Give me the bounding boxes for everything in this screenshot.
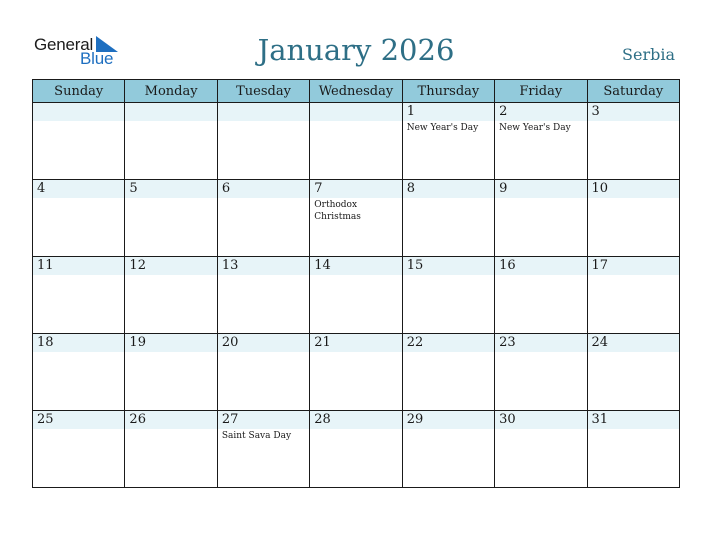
day-number: 28 — [310, 411, 401, 429]
holiday-label — [310, 429, 394, 430]
day-number: 22 — [403, 334, 494, 352]
weekday-header: Tuesday — [217, 80, 309, 103]
holiday-label — [588, 352, 672, 353]
day-number: 26 — [125, 411, 216, 429]
holiday-label: New Year's Day — [406, 123, 479, 133]
day-number: 1 — [403, 103, 494, 121]
week-row — [33, 257, 680, 334]
day-number: 11 — [33, 257, 124, 275]
day-cell — [125, 411, 217, 488]
holiday-label — [125, 275, 209, 276]
day-cell — [125, 257, 217, 334]
holiday-label — [403, 429, 487, 430]
day-cell — [495, 180, 587, 257]
day-cell — [587, 103, 679, 180]
day-cell — [402, 334, 494, 411]
day-cell — [217, 180, 309, 257]
holiday-label — [495, 198, 579, 199]
day-number: 19 — [125, 334, 216, 352]
day-cell — [310, 257, 402, 334]
month-calendar-grid — [32, 79, 680, 488]
day-number: 2 — [495, 103, 586, 121]
day-number: 21 — [310, 334, 401, 352]
holiday-label — [403, 275, 487, 276]
holiday-label: New Year's Day — [499, 123, 571, 133]
holiday-label: Orthodox Christmas — [314, 200, 361, 222]
day-number: 23 — [495, 334, 586, 352]
holiday-label — [495, 275, 579, 276]
week-row — [33, 103, 680, 180]
holiday-label — [310, 352, 394, 353]
calendar-title: January 2026 — [257, 33, 455, 67]
holiday-label — [218, 352, 302, 353]
holiday-label — [33, 121, 117, 122]
holiday-label — [125, 352, 209, 353]
country-label: Serbia — [622, 45, 675, 64]
day-number: 25 — [33, 411, 124, 429]
day-number: 24 — [588, 334, 679, 352]
day-cell — [125, 334, 217, 411]
holiday-label — [33, 352, 117, 353]
day-cell — [33, 334, 125, 411]
holiday-label — [588, 275, 672, 276]
week-row — [33, 334, 680, 411]
day-number — [125, 103, 216, 121]
day-cell — [33, 103, 125, 180]
day-number: 14 — [310, 257, 401, 275]
day-cell — [33, 180, 125, 257]
weekday-header: Wednesday — [310, 80, 402, 103]
day-cell — [402, 180, 494, 257]
day-number — [218, 103, 309, 121]
day-number: 4 — [33, 180, 124, 198]
day-cell — [587, 180, 679, 257]
weekday-header: Sunday — [33, 80, 125, 103]
holiday-label — [403, 352, 487, 353]
day-cell — [33, 257, 125, 334]
day-cell — [495, 334, 587, 411]
day-cell — [402, 257, 494, 334]
day-number: 30 — [495, 411, 586, 429]
day-number: 5 — [125, 180, 216, 198]
day-number: 29 — [403, 411, 494, 429]
holiday-label: Saint Sava Day — [221, 431, 292, 441]
day-cell — [402, 411, 494, 488]
holiday-label — [588, 198, 672, 199]
day-cell — [125, 180, 217, 257]
day-cell — [587, 411, 679, 488]
weekday-header: Saturday — [587, 80, 679, 103]
holiday-label — [310, 275, 394, 276]
day-number — [33, 103, 124, 121]
day-cell — [495, 103, 587, 180]
day-number: 20 — [218, 334, 309, 352]
day-cell — [310, 103, 402, 180]
holiday-label — [218, 275, 302, 276]
day-number: 3 — [588, 103, 679, 121]
day-number — [310, 103, 401, 121]
holiday-label — [588, 121, 672, 122]
day-number: 13 — [218, 257, 309, 275]
day-cell — [125, 103, 217, 180]
day-number: 9 — [495, 180, 586, 198]
day-cell — [217, 257, 309, 334]
day-number: 18 — [33, 334, 124, 352]
day-number: 6 — [218, 180, 309, 198]
day-number: 27 — [218, 411, 309, 429]
holiday-label — [310, 121, 394, 122]
day-cell — [495, 411, 587, 488]
holiday-label — [33, 198, 117, 199]
logo-text-blue: Blue — [80, 49, 114, 68]
holiday-label — [33, 429, 117, 430]
day-number: 7 — [310, 180, 401, 198]
holiday-label — [403, 198, 487, 199]
holiday-label — [125, 429, 209, 430]
week-row — [33, 411, 680, 488]
holiday-label — [125, 121, 209, 122]
holiday-label — [125, 198, 209, 199]
day-number: 10 — [588, 180, 679, 198]
day-cell — [33, 411, 125, 488]
day-number: 31 — [588, 411, 679, 429]
day-cell — [495, 257, 587, 334]
day-cell — [587, 257, 679, 334]
day-number: 8 — [403, 180, 494, 198]
logo-text-general: General — [34, 35, 94, 54]
day-number: 15 — [403, 257, 494, 275]
holiday-label — [218, 121, 302, 122]
day-cell — [310, 334, 402, 411]
day-cell — [217, 411, 309, 488]
weekday-header: Friday — [495, 80, 587, 103]
holiday-label — [218, 198, 302, 199]
day-cell — [310, 411, 402, 488]
weekday-header: Monday — [125, 80, 217, 103]
holiday-label — [495, 429, 579, 430]
holiday-label — [33, 275, 117, 276]
day-number: 17 — [588, 257, 679, 275]
day-cell — [217, 334, 309, 411]
day-number: 12 — [125, 257, 216, 275]
day-cell — [217, 103, 309, 180]
holiday-label — [588, 429, 672, 430]
day-cell — [310, 180, 402, 257]
holiday-label — [495, 352, 579, 353]
day-cell — [402, 103, 494, 180]
day-number: 16 — [495, 257, 586, 275]
weekday-header: Thursday — [402, 80, 494, 103]
day-cell — [587, 334, 679, 411]
weekday-header-row — [33, 80, 680, 103]
week-row — [33, 180, 680, 257]
